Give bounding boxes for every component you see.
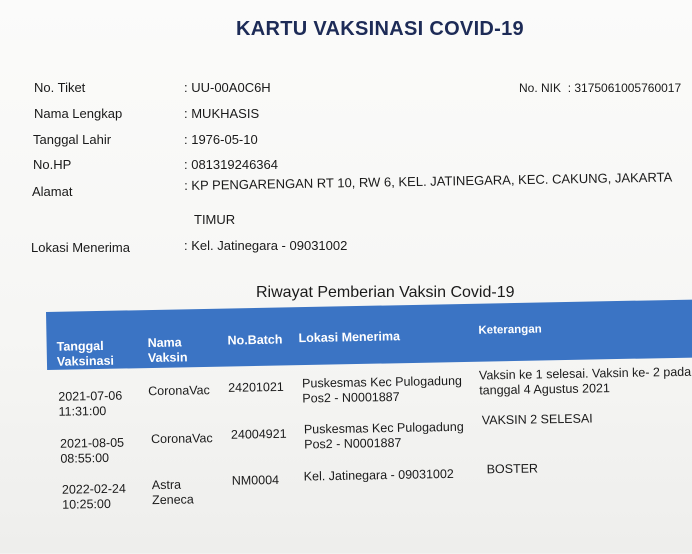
field-label: No. Tiket [34,80,86,95]
header-notes: Keterangan [478,323,542,337]
header-location: Lokasi Menerima [298,329,401,346]
cell-batch: 24004921 [230,426,287,442]
cell-location: Puskesmas Kec Pulogadung Pos2 - N0001887 [301,373,463,406]
header-date: Tanggal Vaksinasi [56,338,115,369]
field-value: : KP PENGARENGAN RT 10, RW 6, KEL. JATINEGARA, KEC. CAKUNG, JAKARTA [184,169,673,193]
cell-date: 2022-02-24 10:25:00 [61,481,126,512]
cell-date: 2021-08-05 08:55:00 [59,435,125,466]
history-title: Riwayat Pemberian Vaksin Covid-19 [256,284,515,301]
field-label: Nama Lengkap [34,106,123,121]
field-value: : MUKHASIS [184,106,260,121]
field-value: : Kel. Jatinegara - 09031002 [184,238,348,253]
cell-location: Puskesmas Kec Pulogadung Pos2 - N0001887 [303,419,464,452]
field-label: Tanggal Lahir [33,132,112,147]
cell-batch: 24201021 [228,379,284,395]
card-title: KARTU VAKSINASI COVID-19 [236,18,524,40]
field-value: : 1976-05-10 [184,132,258,147]
field-value-line2: TIMUR [194,212,236,227]
field-value: : 081319246364 [184,157,278,172]
header-batch: No.Batch [227,332,283,348]
nik-label: No. NIK [519,81,562,95]
field-value: : UU-00A0C6H [184,80,271,95]
nik-value: : 3175061005760017 [567,81,682,95]
cell-date: 2021-07-06 11:31:00 [58,388,123,419]
cell-notes: Vaksin ke 1 selesai. Vaksin ke- 2 pada tanggal 4 Agustus 2021 [478,364,692,398]
field-label: Alamat [32,184,73,199]
header-vaccine: Nama Vaksin [147,335,188,366]
field-label: Lokasi Menerima [31,240,130,255]
cell-notes: VAKSIN 2 SELESAI [481,411,593,428]
cell-notes: BOSTER [486,461,539,477]
cell-vaccine: CoronaVac [148,383,210,399]
cell-vaccine: CoronaVac [150,431,213,447]
cell-location: Kel. Jatinegara - 09031002 [303,466,454,484]
cell-batch: NM0004 [231,472,280,488]
cell-vaccine: Astra Zeneca [151,477,194,508]
field-label: No.HP [33,157,72,172]
